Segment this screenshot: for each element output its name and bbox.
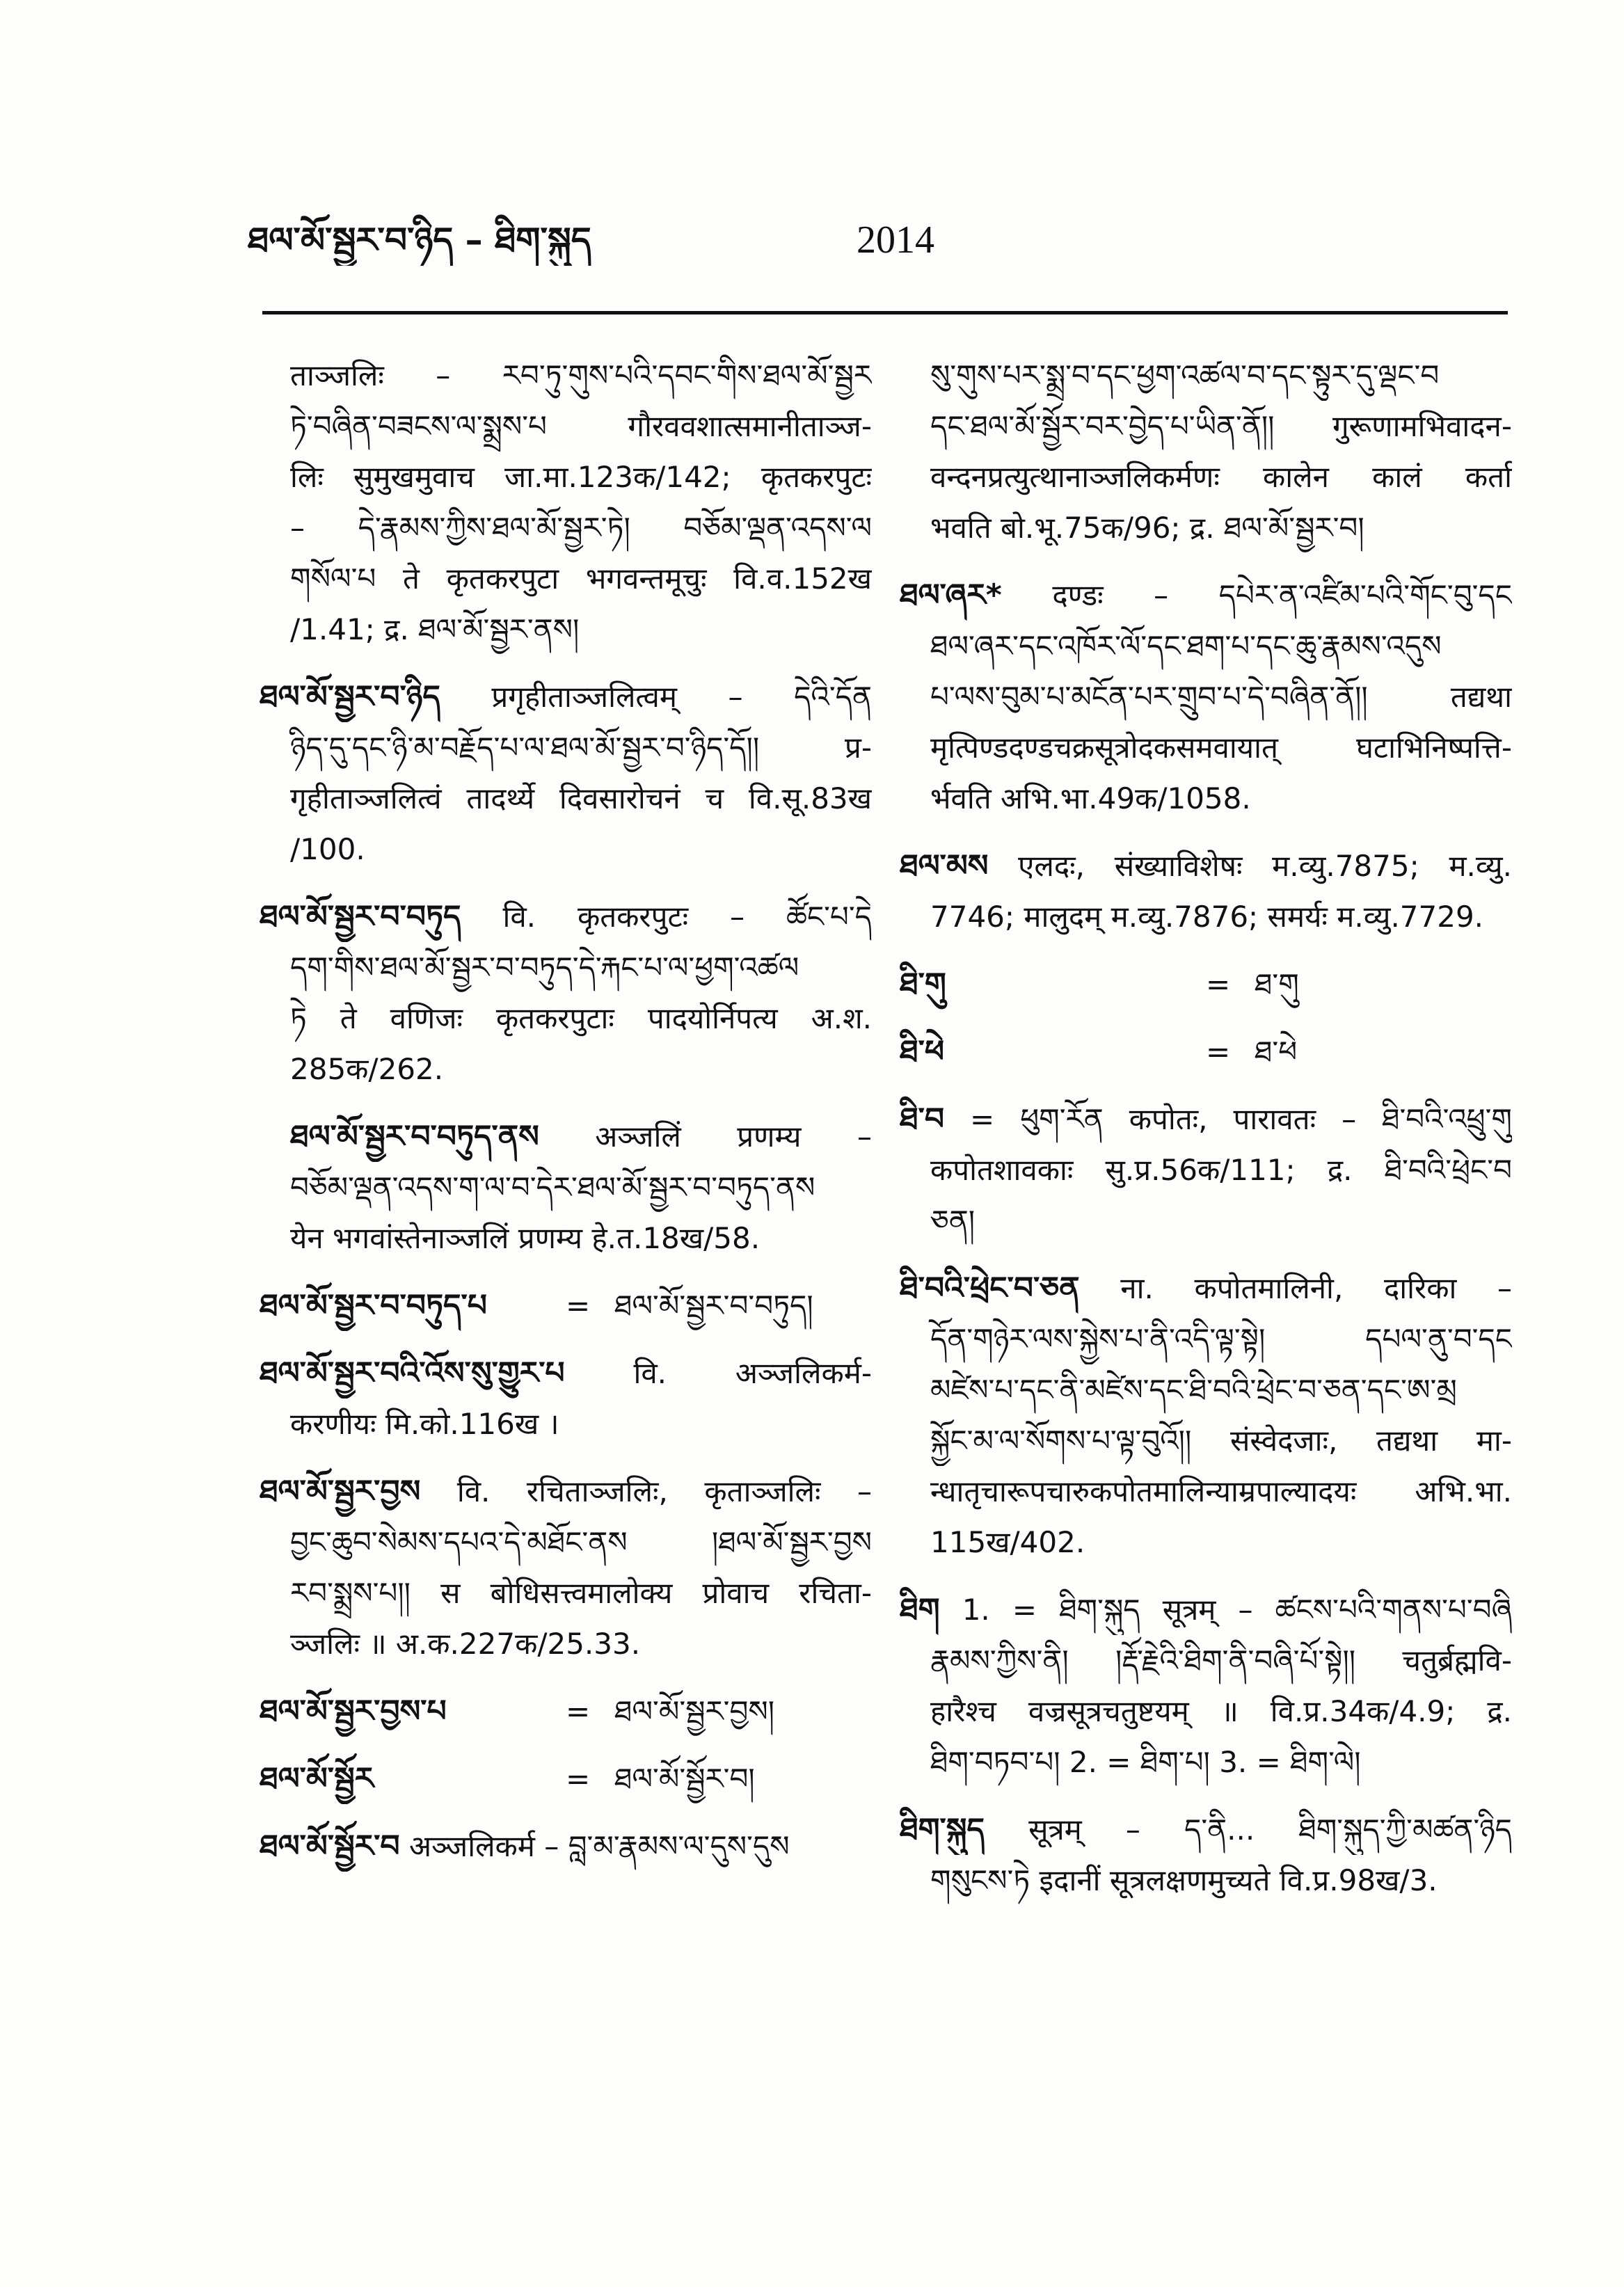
- cross-reference-entry: [900, 1026, 1512, 1077]
- entry-text: ना. कपोतमालिनी, दारिका –: [1120, 1271, 1512, 1305]
- dictionary-entry: [900, 840, 1512, 942]
- entry-line: [900, 1263, 1512, 1314]
- headword: ཐལ་ཞར*: [900, 577, 1002, 613]
- entry-line: རྣམས་ཀྱིས་ནི། །རྡོ་རྗེའི་ཐིག་ནི་བཞི་པོ་སྟེ།། चतुर्ब्रह्मवि-: [930, 1643, 1512, 1678]
- entry-text: वि. रचिताञ्जलिः, कृताञ्जलिः –: [456, 1474, 872, 1508]
- entry-line: येन भगवांस्तेनाञ्जलिं प्रणम्य हे.त.18ख/58.: [290, 1221, 761, 1255]
- entry-line: [260, 1348, 872, 1399]
- entry-line: [900, 570, 1512, 621]
- headword: ཐལ་མོ་སྦྱར་བྱས: [260, 1474, 421, 1509]
- entry-line: /100.: [290, 832, 365, 866]
- entry-line: [260, 1111, 872, 1162]
- entry-line: र्भवति अभि.भा.49क/1058.: [930, 781, 1251, 815]
- entry-line: न्धातृचारूपचारुकपोतमालिन्याम्रपाल्यादयः अभि.भा.: [930, 1474, 1512, 1508]
- entry-line: དོན་གཉེར་ལས་སྐྱེས་པ་ནི་འདི་ལྟ་སྟེ། དཔལ་ནུ་བ་དང: [930, 1322, 1512, 1356]
- entry-line: [900, 1094, 1512, 1145]
- equals-sign: =: [566, 1289, 591, 1323]
- headword: ཐི་ཕེ: [900, 1034, 945, 1069]
- cross-reference-entry: [260, 1686, 872, 1737]
- entry-line: མཛེས་པ་དང་ནི་མཛེས་དང་ཐི་བའི་ཕྲེང་བ་ཅན་དང་ཨ་མྲ: [930, 1373, 1457, 1407]
- cross-reference-target: ཐལ་མོ་སྦྱར་བ་བཏུད།: [614, 1289, 813, 1323]
- entry-line: གསོལ་པ ते कृतकरपुटा भगवन्तमूचुः वि.व.152ख: [290, 561, 872, 596]
- dictionary-entry: [260, 1466, 872, 1669]
- entry-line: [900, 1804, 1512, 1855]
- entry-line: སུ་གུས་པར་སྨྲ་བ་དང་ཕྱག་འཚལ་བ་དང་སྟུར་དུ་ལྡང་བ: [930, 358, 1440, 392]
- headword: ཐལ་མོ་སྦྱར་བ་ཉིད: [260, 679, 440, 715]
- entry-text: सूत्रम् – ད་ནི... ཐིག་སྐུད་ཀྱི་མཚན་ཉིད: [1028, 1812, 1512, 1847]
- cross-reference-entry: [260, 1753, 872, 1804]
- headword: ཐིག་སྐུད: [900, 1812, 985, 1847]
- cross-reference-target: ཐལ་མོ་སྦྱོར་བ།: [614, 1762, 755, 1796]
- headword: ཐལ་མས: [900, 848, 989, 884]
- dictionary-entry: [260, 671, 872, 875]
- entry-line: हारैश्च वज्रसूत्रचतुष्टयम् ॥ वि.प्र.34क/4.9; द्र.: [930, 1694, 1512, 1728]
- headword: ཐལ་མོ་སྦྱོར: [260, 1761, 374, 1796]
- entry-line: པ་ལས་བུམ་པ་མངོན་པར་གྲུབ་པ་དེ་བཞིན་ནོ།། तद्यथा: [930, 680, 1512, 714]
- entry-line: བཅོམ་ལྡན་འདས་ག་ལ་བ་དེར་ཐལ་མོ་སྦྱར་བ་བཏུད་ནས: [290, 1170, 815, 1204]
- entry-line: भवति बो.भू.75क/96; द्र. ཐལ་མོ་སྦྱར་བ།: [930, 511, 1364, 545]
- dictionary-entry: [900, 570, 1512, 824]
- entry-line: [260, 671, 872, 722]
- entry-line: བྱང་ཆུབ་སེམས་དཔའ་དེ་མཐོང་ནས །ཐལ་མོ་སྦྱར་བྱས: [290, 1525, 872, 1559]
- entry-line: སྐྱོང་མ་ལ་སོགས་པ་ལྟ་བུའོ།། संस्वेदजाः, तद्यथा मा-: [930, 1424, 1512, 1458]
- equals-sign: =: [566, 1762, 591, 1796]
- entry-text: दण्डः – དཔེར་ན་འཛིམ་པའི་གོང་བུ་དང: [1052, 578, 1512, 612]
- headword: ཐིག: [900, 1592, 940, 1627]
- entry-line: ཅན།: [930, 1204, 976, 1238]
- entry-line: [260, 1821, 872, 1872]
- dictionary-entry: [260, 891, 872, 1094]
- dictionary-entry: [900, 1584, 1512, 1787]
- headword: ཐི་གུ: [900, 966, 946, 1002]
- entry-line: རབ་སྨྲས་པ།། स बोधिसत्त्वमालोक्य प्रोवाच रचिता-: [290, 1576, 872, 1610]
- entry-line: [260, 891, 872, 942]
- headword: ཐི་བའི་ཕྲེང་བ་ཅན: [900, 1270, 1080, 1306]
- headword: ཐལ་མོ་སྦྱར་བྱས་པ: [260, 1694, 447, 1729]
- headword: ཐལ་མོ་སྦྱར་བ་བཏུད་ནས: [290, 1119, 539, 1154]
- entry-text: अञ्जलिं प्रणम्य –: [595, 1119, 872, 1154]
- entry-line: ཐིག་བཏབ་པ། 2. = ཐིག་པ། 3. = ཐིག་ལེ།: [930, 1745, 1361, 1779]
- entry-line: གསུངས་ཏེ इदानीं सूत्रलक्षणमुच्यते वि.प्र.98ख/3.: [930, 1863, 1438, 1897]
- entry-line: [900, 840, 1512, 891]
- entry-line: कपोतशावकाः सु.प्र.56क/111; द्र. ཐི་བའི་ཕྲེང་བ: [930, 1153, 1512, 1187]
- entry-line: ཏེ་བཞིན་བཟངས་ལ་སྨྲས་པ गौरववशात्समानीताञ्ज-: [290, 409, 872, 443]
- entry-line: मृत्पिण्डदण्डचक्रसूत्रोदकसमवायात् घटाभिनिष्पत्ति-: [930, 731, 1512, 765]
- entry-text: वि. कृतकरपुटः – ཚོང་པ་དེ: [502, 900, 872, 934]
- headword: ཐལ་མོ་སྦྱར་བ་བཏུད: [260, 899, 461, 934]
- equals-sign: =: [566, 1694, 591, 1728]
- entry-line: करणीयः मि.को.116ख ।: [290, 1407, 559, 1441]
- right-column: [900, 350, 1512, 1929]
- entry-line: लिः सुमुखमुवाच जा.मा.123क/142; कृतकरपुटः: [290, 460, 872, 494]
- entry-line: ताञ्जलिः – རབ་ཏུ་གུས་པའི་དབང་གིས་ཐལ་མོ་སྦྱར: [290, 358, 872, 392]
- entry-text: वि. अञ्जलिकर्म-: [633, 1356, 872, 1390]
- continuation-text: [900, 350, 1512, 553]
- entry-line: དང་ཐལ་མོ་སྦྱོར་བར་བྱེད་པ་ཡིན་ནོ།། गुरूणामभिवादन-: [930, 409, 1512, 443]
- header-rule: [262, 311, 1508, 314]
- headword: ཐལ་མོ་སྦྱར་བའི་འོས་སུ་གྱུར་པ: [260, 1355, 565, 1391]
- entry-line: ཉིད་དུ་དང་ཉི་མ་བརྗོད་པ་ལ་ཐལ་མོ་སྦྱར་བ་ཉིད་དོ།། प्र-: [290, 731, 872, 765]
- headword: ཐལ་མོ་སྦྱོར་བ: [260, 1828, 400, 1864]
- dictionary-entry: [900, 1804, 1512, 1906]
- dictionary-entry: [900, 1094, 1512, 1246]
- continuation-text: [260, 350, 872, 655]
- entry-line: गृहीताञ्जलित्वं तादर्थ्ये दिवसारोचनं च वि.सू.83ख: [290, 781, 872, 815]
- entry-line: ཐལ་ཞར་དང་འཁོར་ལོ་དང་ཐག་པ་དང་ཆུ་རྣམས་འདུས: [930, 629, 1442, 663]
- entry-line: ञ्जलिः ॥ अ.क.227क/25.33.: [290, 1627, 641, 1661]
- entry-text: = ཕུག་རོན कपोतः, पारावतः – ཐི་བའི་འཕྲུ་གུ: [970, 1102, 1512, 1136]
- entry-line: [900, 1584, 1512, 1635]
- page-number: 2014: [857, 218, 934, 262]
- cross-reference-target: ཐལ་མོ་སྦྱར་བྱས།: [614, 1694, 775, 1728]
- entry-line: 285क/262.: [290, 1052, 444, 1086]
- cross-reference-entry: [900, 959, 1512, 1010]
- entry-line: 7746; मालुदम् म.व्यु.7876; समर्यः म.व्यु.7729.: [930, 900, 1484, 934]
- cross-reference-target: ཐ་གུ: [1255, 967, 1299, 1001]
- entry-line: [260, 1466, 872, 1517]
- running-head: ཐལ་མོ་སྦྱར་བ་ཉིད – ཐིག་སྐུད: [248, 220, 591, 260]
- equals-sign: =: [1206, 967, 1231, 1001]
- dictionary-entry: [900, 1263, 1512, 1568]
- entry-line: 115ख/402.: [930, 1525, 1085, 1559]
- entry-line: ཏེ ते वणिजः कृतकरपुटाः पादयोर्निपत्य अ.श.: [290, 1001, 872, 1035]
- entry-line: /1.41; द्र. ཐལ་མོ་སྦྱར་ནས།: [290, 612, 580, 646]
- headword: ཐལ་མོ་སྦྱར་བ་བཏུད་པ: [260, 1288, 487, 1323]
- cross-reference-entry: [260, 1280, 872, 1331]
- entry-text: एलदः, संख्याविशेषः म.व्यु.7875; म.व्यु.: [1018, 849, 1512, 883]
- entry-line: वन्दनप्रत्युत्थानाञ्जलिकर्मणः कालेन कालं कर्ता: [930, 460, 1512, 494]
- left-column: [260, 350, 872, 1929]
- equals-sign: =: [1206, 1035, 1231, 1069]
- dictionary-entry: [260, 1111, 872, 1264]
- entry-text: प्रगृहीताञ्जलित्वम् – དེའི་དོན: [491, 680, 872, 714]
- entry-text: 1. = ཐིག་སྐུད सूत्रम् – ཚངས་པའི་གནས་པ་བཞི: [962, 1593, 1512, 1627]
- entry-line: – དེ་རྣམས་ཀྱིས་ཐལ་མོ་སྦྱར་ཏེ། བཅོམ་ལྡན་འདས་ལ: [290, 511, 872, 545]
- dictionary-entry: [260, 1348, 872, 1449]
- cross-reference-target: ཐ་ཕེ: [1255, 1035, 1298, 1069]
- headword: ཐི་བ: [900, 1101, 945, 1137]
- entry-line: དག་གིས་ཐལ་མོ་སྦྱར་བ་བཏུད་དེ་རྐང་པ་ལ་ཕྱག་འཚལ: [290, 950, 799, 985]
- dictionary-entry: [260, 1821, 872, 1872]
- entry-text: अञ्जलिकर्म – བླ་མ་རྣམས་ལ་དུས་དུས: [408, 1829, 790, 1863]
